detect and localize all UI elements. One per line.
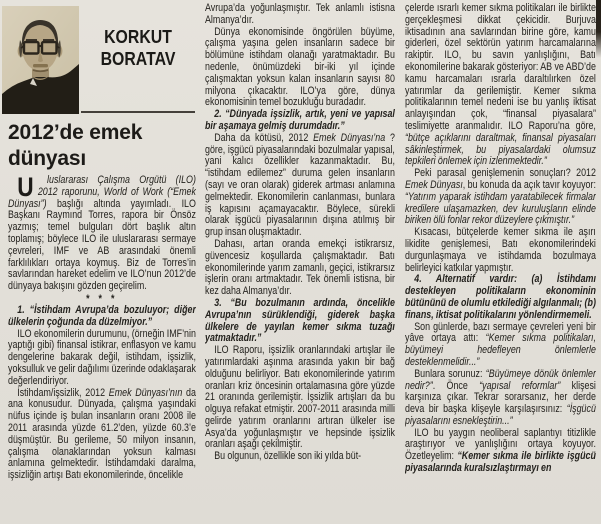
text-segment: Emek Dünyası’na	[313, 131, 386, 144]
text-segment: başlığı altında yayımladı. ILO Başkanı Raymınd Torres, rapora bir Önsöz yazmış; temel bulguları dört başlık altın toplamış; böylece ILO ile uluslararası sermaye çevreleri, IMF ve AB arasındaki önemli farklılıkları ortaya koymuş. Biz de Torres’in savlarından hareket edelim ve ILO’nun 2012’de dünyaya bakışını gözden geçirelim.	[8, 197, 196, 293]
text-segment: klişesi karşınıza çıkar. Tekrar sorarsanız, her derde deva bir başka klişeyle karşılaşırsınız:	[405, 379, 596, 416]
text-segment: İstihdam/işsizlik, 2012	[17, 386, 109, 399]
article-column-1	[8, 175, 196, 524]
text-segment: Son günlerde, bazı sermaye çevreleri yeni bir yâve ortaya attı:	[405, 320, 596, 345]
article-paragraph	[8, 175, 196, 293]
author-name: KORKUT BORATAV	[100, 27, 176, 69]
text-segment: ILO bu yaygın neoliberal saplantıyı titizlikle araştırıyor ve yanlışlığını ortaya koyuyor. Özetleyelim:	[405, 426, 596, 463]
article-paragraph	[205, 239, 395, 298]
text-segment: “İşgücü piyasalarını esnekleştirin...”	[405, 403, 596, 427]
author-portrait-illustration	[2, 6, 79, 114]
text-segment: Peki parasal genişlemenin sonuçları? 2012	[414, 167, 596, 180]
section-heading	[205, 298, 395, 345]
text-segment: 2. “Dünyada işsizlik, artık, yeni ve yapısal bir aşamaya gelmiş durumdadır.”	[205, 108, 395, 132]
text-segment: Dünya ekonomisinde öngörülen büyüme, çalışma yaşına gelen insanların sadece bir bölümüne istihdam olanağı yaratmaktadır. Bu nedenle, önümüzdeki bir-iki yıl içinde çalışmaktan yoksun kalan insanların sayısı 80 milyona çıkacaktır. ILO’ya göre, dünya ekonomisinin temel bozukluğu buradadır.	[205, 25, 395, 109]
text-segment: da ana konusudur. Dünyada, çalışma yaşındaki nüfus içinde iş bulan insanların oranı 2008 ile 2011 arasında yüzde 61.2’den, yüzde 60.3’e düşmüştür. Bu gerileme, 50 milyon insanın, çalışma olanaklarından yoksun kalması anlamına gelmektedir. İstihdamdaki daralma, işsizliğin artışı Batı ekonomilerinde, öncelikle	[8, 386, 196, 482]
text-segment: Bunlara sorunuz:	[414, 367, 486, 380]
text-segment: luslararası Çalışma Örgütü (ILO) 2012 raporunu, World of Work (“Emek Dünyası”)	[8, 175, 196, 210]
text-segment: Emek Dünyası’nın	[108, 386, 183, 399]
text-segment: Bu olgunun, özellikle son iki yılda büt-	[214, 450, 362, 463]
article-column-3-text	[405, 3, 596, 475]
section-heading	[8, 305, 196, 329]
article-paragraph	[205, 3, 395, 27]
text-segment: ? göre, işgücü piyasalarındaki bozulmalar yapısal, yani kalıcı özellikler kazanmaktadır. Bu, “istihdam edilemez” duruma gelen insanların (sayı ve oran olarak) giderek artması anlamına gelmektedir. Ekonomilerin canlanması, bunlara iş kapısını açamayacaktır. Böylece, sürekli olarak işgücü piyasalarının dışına atılmış bir grup insan oluşmaktadır.	[205, 131, 395, 239]
text-segment: “Yatırım yaparak istihdam yaratabilecek firmalar kredilere ulaşamazken, dev kuruluşların elinde biriken ölü fonlar rekor düzeylere çıkmıştır.”	[405, 190, 596, 227]
text-segment: “Kemer sıkma ile birlikte işgücü piyasalarında kuralsızlaştırmayı en	[405, 450, 596, 475]
text-segment: “Kemer sıkma politikaları, büyümeyi hedefleyen önlemlerle desteklenmelidir...”	[405, 332, 596, 368]
article-paragraph	[205, 451, 395, 463]
drop-cap: U	[17, 175, 34, 202]
text-segment: “Büyümeye dönük önlemler nedir?”	[405, 367, 596, 392]
text-segment: çelerde ısrarlı kemer sıkma politikaları ile birlikte gerçekleşmesi dikkat çekicidir. Burjuva iktisadının ana savlarından birine göre, kamu giderleri, özel sektörün yatırım harcamalarına rakiptir. ILO, bu savın yanlışlığını, Batı ekonomilerine bakarak gösteriyor: AB ve ABD’de kamu harcamaları ısrarla daraltılırken özel yatırımlar da gerilemiştir. Kemer sıkma politikalarının temel nedeni ise bu yanlış iktisat anlayışından çok, “finansal piyasalara” teslimiyette aranmalıdır. ILO Raporu’na göre,	[405, 3, 596, 132]
text-segment: ILO Raporu, işsizlik oranlarındaki artışlar ile yatırımlardaki aşınma arasında yakın bir bağ olduğunu belirliyor. Batı ekonomilerinde yatırım oranları kriz öncesinin ortalamasına göre yüzde 21 oranında gerilemiştir. İşsizlik artışları da bu olguya refakat etmiştir. 2007-2011 arasında milli gelirde yatırım oranlarını artıran ülkeler ise Asya’da yoğunlaşmıştır ve hepsinde işsizlik oranları aşağı çekilmiştir.	[205, 344, 395, 451]
text-segment: 4. Alternatif vardır: (a) İstihdamı destekleyen politikaların ekonominin bütününü de olumlu etkilediği algılanmalı; (b) finans, iktisat politikalarını yönlendirmemeli.	[405, 273, 596, 321]
text-segment: Daha da kötüsü, 2012	[214, 131, 314, 144]
article-paragraph	[405, 369, 596, 428]
article-column-1-text	[8, 175, 196, 482]
page-title: 2012’de emek dünyası	[8, 121, 143, 170]
text-segment: Kısacası, bütçelerde kemer sıkma ile aşırı likidite genişlemesi, Batı ekonomilerindeki durgunlaşmaya ve istihdamda bozulmaya belirleyici katkılar yapmıştır.	[405, 226, 596, 274]
article-paragraph	[205, 27, 395, 110]
byline-divider-rule	[81, 111, 195, 113]
text-segment: Avrupa’da yoğunlaşmıştır. Tek anlamlı istisna Almanya’dır.	[205, 3, 395, 26]
article-column-2-text	[205, 3, 395, 463]
article-paragraph	[405, 322, 596, 369]
section-separator: * * *	[86, 292, 118, 305]
article-paragraph	[205, 133, 395, 239]
article-paragraph	[205, 345, 395, 451]
article-column-2	[205, 3, 395, 524]
text-segment: 3. “Bu bozulmanın ardında, öncelikle Avrupa’nın sürüklendiği, giderek başka ülkelere de yayılan kemer sıkma tuzağı yatmaktadır.”	[205, 296, 395, 345]
text-segment: “bütçe açıklarını daraltmak, finansal piyasaları sâkinleştirmek, bu piyasalardaki olumsuz tepkileri önlemek için izlenmektedir.”	[405, 131, 596, 168]
article-paragraph	[405, 3, 596, 168]
text-segment: , bu konuda da açık tavır koyuyor:	[462, 178, 596, 191]
article-paragraph	[8, 388, 196, 482]
text-segment: . Önce	[432, 379, 480, 392]
scan-artifact-top-right	[596, 0, 601, 58]
section-heading	[205, 109, 395, 133]
article-column-3	[405, 3, 596, 524]
text-segment: 1. “İstihdam Avrupa’da bozuluyor; diğer ülkelerin çoğunda da düzelmiyor.”	[8, 303, 196, 328]
section-heading	[405, 274, 596, 321]
article-paragraph	[405, 168, 596, 227]
author-photo	[2, 6, 79, 114]
article-paragraph	[405, 227, 596, 274]
article-paragraph	[405, 428, 596, 475]
article-paragraph	[8, 329, 196, 388]
text-segment: “yapısal reformlar”	[479, 379, 561, 392]
text-segment: Dahası, artan oranda emekçi istikrarsız, güvencesiz koşullarda çalışmaktadır. Batı ekonomilerinde yarım zamanlı, geçici, istikrarsız işlerin oranı artmaktadır. Tek önemli istisna, bir kez daha Almanya’dır.	[205, 237, 395, 298]
text-segment: Emek Dünyası	[405, 178, 463, 191]
text-segment: ILO ekonomilerin durumunu, (örneğin IMF’nin yaptığı gibi) finansal istikrar, enflasyon ve kamu dengelerine bakarak değil, istihdam, işsizlik, yoksulluk ve gelir dağılımı üzerinde odaklaşarak değerlendiriyor.	[8, 327, 196, 387]
